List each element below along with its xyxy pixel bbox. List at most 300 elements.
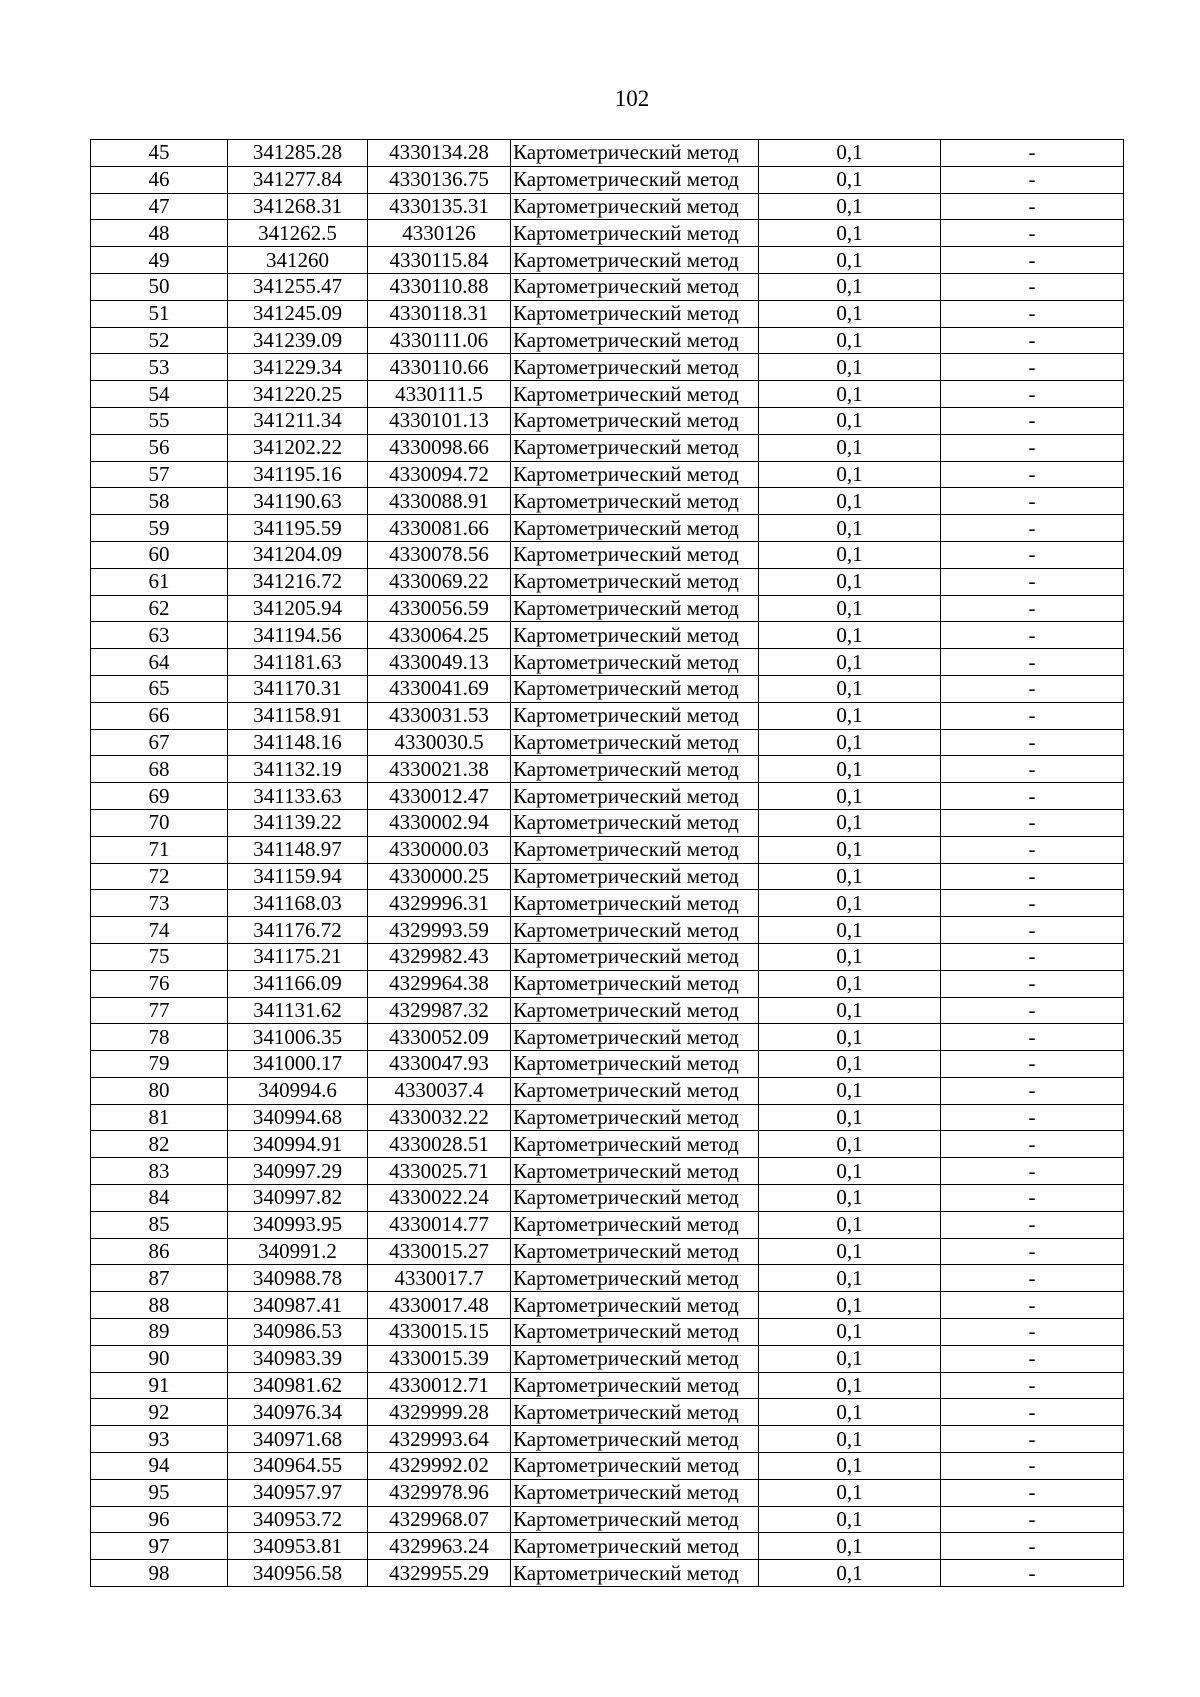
accuracy-cell: 0,1 [759,970,941,997]
x-coordinate-cell: 341158.91 [228,702,368,729]
note-cell: - [941,568,1124,595]
note-cell: - [941,1024,1124,1051]
y-coordinate-cell: 4330101.13 [368,407,511,434]
method-cell: Картометрический метод [511,1238,759,1265]
x-coordinate-cell: 340953.81 [228,1533,368,1560]
point-number-cell: 64 [91,649,228,676]
note-cell: - [941,1104,1124,1131]
y-coordinate-cell: 4329955.29 [368,1560,511,1587]
note-cell: - [941,890,1124,917]
table-row [91,461,1124,488]
point-number-cell: 84 [91,1185,228,1212]
coordinates-table-body [91,140,1124,1587]
method-cell: Картометрический метод [511,1533,759,1560]
table-row [91,568,1124,595]
point-number-cell: 45 [91,140,228,167]
table-row [91,1372,1124,1399]
method-cell: Картометрический метод [511,1265,759,1292]
table-row [91,943,1124,970]
method-cell: Картометрический метод [511,434,759,461]
x-coordinate-cell: 340997.82 [228,1185,368,1212]
table-row [91,327,1124,354]
accuracy-cell: 0,1 [759,917,941,944]
accuracy-cell: 0,1 [759,1319,941,1346]
x-coordinate-cell: 341195.59 [228,515,368,542]
point-number-cell: 54 [91,381,228,408]
note-cell: - [941,461,1124,488]
table-row [91,1211,1124,1238]
y-coordinate-cell: 4330012.47 [368,783,511,810]
y-coordinate-cell: 4330136.75 [368,166,511,193]
x-coordinate-cell: 341277.84 [228,166,368,193]
accuracy-cell: 0,1 [759,140,941,167]
accuracy-cell: 0,1 [759,1104,941,1131]
table-row [91,917,1124,944]
y-coordinate-cell: 4330031.53 [368,702,511,729]
point-number-cell: 55 [91,407,228,434]
x-coordinate-cell: 340991.2 [228,1238,368,1265]
point-number-cell: 94 [91,1453,228,1480]
x-coordinate-cell: 341159.94 [228,863,368,890]
method-cell: Картометрический метод [511,1024,759,1051]
point-number-cell: 63 [91,622,228,649]
method-cell: Картометрический метод [511,890,759,917]
note-cell: - [941,1533,1124,1560]
table-row [91,140,1124,167]
point-number-cell: 67 [91,729,228,756]
y-coordinate-cell: 4330030.5 [368,729,511,756]
table-row [91,407,1124,434]
x-coordinate-cell: 341239.09 [228,327,368,354]
note-cell: - [941,1506,1124,1533]
point-number-cell: 47 [91,193,228,220]
table-row [91,434,1124,461]
method-cell: Картометрический метод [511,1426,759,1453]
y-coordinate-cell: 4329982.43 [368,943,511,970]
point-number-cell: 73 [91,890,228,917]
note-cell: - [941,595,1124,622]
accuracy-cell: 0,1 [759,649,941,676]
accuracy-cell: 0,1 [759,809,941,836]
y-coordinate-cell: 4330052.09 [368,1024,511,1051]
accuracy-cell: 0,1 [759,1426,941,1453]
y-coordinate-cell: 4329987.32 [368,997,511,1024]
accuracy-cell: 0,1 [759,1399,941,1426]
page-number: 102 [614,86,650,111]
accuracy-cell: 0,1 [759,461,941,488]
y-coordinate-cell: 4329964.38 [368,970,511,997]
point-number-cell: 56 [91,434,228,461]
accuracy-cell: 0,1 [759,1024,941,1051]
method-cell: Картометрический метод [511,166,759,193]
table-row [91,1399,1124,1426]
note-cell: - [941,488,1124,515]
method-cell: Картометрический метод [511,407,759,434]
note-cell: - [941,997,1124,1024]
x-coordinate-cell: 341202.22 [228,434,368,461]
table-row [91,729,1124,756]
x-coordinate-cell: 341220.25 [228,381,368,408]
x-coordinate-cell: 340994.68 [228,1104,368,1131]
method-cell: Картометрический метод [511,783,759,810]
x-coordinate-cell: 341285.28 [228,140,368,167]
accuracy-cell: 0,1 [759,1453,941,1480]
table-row [91,809,1124,836]
method-cell: Картометрический метод [511,541,759,568]
point-number-cell: 95 [91,1479,228,1506]
method-cell: Картометрический метод [511,917,759,944]
note-cell: - [941,327,1124,354]
method-cell: Картометрический метод [511,1506,759,1533]
y-coordinate-cell: 4330088.91 [368,488,511,515]
x-coordinate-cell: 341181.63 [228,649,368,676]
accuracy-cell: 0,1 [759,1292,941,1319]
note-cell: - [941,1077,1124,1104]
note-cell: - [941,1131,1124,1158]
accuracy-cell: 0,1 [759,1506,941,1533]
x-coordinate-cell: 341132.19 [228,756,368,783]
point-number-cell: 78 [91,1024,228,1051]
table-row [91,1319,1124,1346]
x-coordinate-cell: 341000.17 [228,1051,368,1078]
y-coordinate-cell: 4330110.66 [368,354,511,381]
note-cell: - [941,1051,1124,1078]
x-coordinate-cell: 341006.35 [228,1024,368,1051]
table-row [91,220,1124,247]
point-number-cell: 70 [91,809,228,836]
table-row [91,1453,1124,1480]
table-row [91,595,1124,622]
method-cell: Картометрический метод [511,247,759,274]
point-number-cell: 90 [91,1345,228,1372]
table-row [91,1292,1124,1319]
method-cell: Картометрический метод [511,1479,759,1506]
y-coordinate-cell: 4330049.13 [368,649,511,676]
x-coordinate-cell: 340976.34 [228,1399,368,1426]
accuracy-cell: 0,1 [759,300,941,327]
method-cell: Картометрический метод [511,729,759,756]
table-row [91,1104,1124,1131]
y-coordinate-cell: 4330017.7 [368,1265,511,1292]
point-number-cell: 50 [91,273,228,300]
table-row [91,1051,1124,1078]
point-number-cell: 89 [91,1319,228,1346]
point-number-cell: 97 [91,1533,228,1560]
method-cell: Картометрический метод [511,1158,759,1185]
note-cell: - [941,863,1124,890]
point-number-cell: 62 [91,595,228,622]
x-coordinate-cell: 340987.41 [228,1292,368,1319]
accuracy-cell: 0,1 [759,1131,941,1158]
point-number-cell: 93 [91,1426,228,1453]
method-cell: Картометрический метод [511,943,759,970]
note-cell: - [941,1185,1124,1212]
y-coordinate-cell: 4329999.28 [368,1399,511,1426]
y-coordinate-cell: 4329963.24 [368,1533,511,1560]
y-coordinate-cell: 4330110.88 [368,273,511,300]
y-coordinate-cell: 4330032.22 [368,1104,511,1131]
method-cell: Картометрический метод [511,273,759,300]
table-row [91,488,1124,515]
note-cell: - [941,702,1124,729]
method-cell: Картометрический метод [511,193,759,220]
point-number-cell: 74 [91,917,228,944]
note-cell: - [941,1211,1124,1238]
accuracy-cell: 0,1 [759,1560,941,1587]
note-cell: - [941,166,1124,193]
note-cell: - [941,649,1124,676]
table-row [91,649,1124,676]
table-row [91,166,1124,193]
note-cell: - [941,354,1124,381]
method-cell: Картометрический метод [511,140,759,167]
accuracy-cell: 0,1 [759,1077,941,1104]
note-cell: - [941,970,1124,997]
method-cell: Картометрический метод [511,1560,759,1587]
table-row [91,193,1124,220]
method-cell: Картометрический метод [511,1051,759,1078]
point-number-cell: 52 [91,327,228,354]
table-row [91,354,1124,381]
y-coordinate-cell: 4330017.48 [368,1292,511,1319]
method-cell: Картометрический метод [511,300,759,327]
note-cell: - [941,273,1124,300]
y-coordinate-cell: 4330078.56 [368,541,511,568]
note-cell: - [941,515,1124,542]
point-number-cell: 48 [91,220,228,247]
x-coordinate-cell: 340981.62 [228,1372,368,1399]
method-cell: Картометрический метод [511,1453,759,1480]
method-cell: Картометрический метод [511,1211,759,1238]
y-coordinate-cell: 4329992.02 [368,1453,511,1480]
x-coordinate-cell: 341195.16 [228,461,368,488]
note-cell: - [941,541,1124,568]
x-coordinate-cell: 340956.58 [228,1560,368,1587]
y-coordinate-cell: 4330028.51 [368,1131,511,1158]
accuracy-cell: 0,1 [759,327,941,354]
note-cell: - [941,729,1124,756]
y-coordinate-cell: 4330037.4 [368,1077,511,1104]
point-number-cell: 65 [91,675,228,702]
y-coordinate-cell: 4330115.84 [368,247,511,274]
y-coordinate-cell: 4330000.03 [368,836,511,863]
accuracy-cell: 0,1 [759,1372,941,1399]
x-coordinate-cell: 340986.53 [228,1319,368,1346]
y-coordinate-cell: 4329968.07 [368,1506,511,1533]
y-coordinate-cell: 4330002.94 [368,809,511,836]
accuracy-cell: 0,1 [759,568,941,595]
method-cell: Картометрический метод [511,1319,759,1346]
note-cell: - [941,220,1124,247]
point-number-cell: 80 [91,1077,228,1104]
x-coordinate-cell: 341245.09 [228,300,368,327]
x-coordinate-cell: 341216.72 [228,568,368,595]
accuracy-cell: 0,1 [759,702,941,729]
x-coordinate-cell: 341168.03 [228,890,368,917]
note-cell: - [941,622,1124,649]
x-coordinate-cell: 341260 [228,247,368,274]
x-coordinate-cell: 341148.97 [228,836,368,863]
coordinates-table [90,139,1124,1587]
x-coordinate-cell: 341170.31 [228,675,368,702]
method-cell: Картометрический метод [511,702,759,729]
note-cell: - [941,1479,1124,1506]
accuracy-cell: 0,1 [759,407,941,434]
method-cell: Картометрический метод [511,863,759,890]
point-number-cell: 57 [91,461,228,488]
accuracy-cell: 0,1 [759,515,941,542]
point-number-cell: 96 [91,1506,228,1533]
note-cell: - [941,1560,1124,1587]
point-number-cell: 91 [91,1372,228,1399]
accuracy-cell: 0,1 [759,1158,941,1185]
y-coordinate-cell: 4329996.31 [368,890,511,917]
table-row [91,863,1124,890]
note-cell: - [941,300,1124,327]
accuracy-cell: 0,1 [759,1479,941,1506]
point-number-cell: 98 [91,1560,228,1587]
x-coordinate-cell: 341148.16 [228,729,368,756]
point-number-cell: 76 [91,970,228,997]
method-cell: Картометрический метод [511,488,759,515]
point-number-cell: 59 [91,515,228,542]
method-cell: Картометрический метод [511,1185,759,1212]
table-row [91,1238,1124,1265]
point-number-cell: 81 [91,1104,228,1131]
note-cell: - [941,836,1124,863]
accuracy-cell: 0,1 [759,1345,941,1372]
point-number-cell: 79 [91,1051,228,1078]
table-row [91,997,1124,1024]
note-cell: - [941,675,1124,702]
accuracy-cell: 0,1 [759,1265,941,1292]
method-cell: Картометрический метод [511,1292,759,1319]
point-number-cell: 66 [91,702,228,729]
accuracy-cell: 0,1 [759,595,941,622]
accuracy-cell: 0,1 [759,166,941,193]
x-coordinate-cell: 340957.97 [228,1479,368,1506]
note-cell: - [941,247,1124,274]
accuracy-cell: 0,1 [759,193,941,220]
y-coordinate-cell: 4330015.15 [368,1319,511,1346]
point-number-cell: 86 [91,1238,228,1265]
y-coordinate-cell: 4330098.66 [368,434,511,461]
x-coordinate-cell: 341268.31 [228,193,368,220]
method-cell: Картометрический метод [511,970,759,997]
note-cell: - [941,783,1124,810]
accuracy-cell: 0,1 [759,756,941,783]
note-cell: - [941,1238,1124,1265]
point-number-cell: 85 [91,1211,228,1238]
table-row [91,756,1124,783]
y-coordinate-cell: 4330056.59 [368,595,511,622]
accuracy-cell: 0,1 [759,836,941,863]
method-cell: Картометрический метод [511,568,759,595]
x-coordinate-cell: 341204.09 [228,541,368,568]
accuracy-cell: 0,1 [759,1533,941,1560]
note-cell: - [941,407,1124,434]
point-number-cell: 92 [91,1399,228,1426]
accuracy-cell: 0,1 [759,1051,941,1078]
table-row [91,1131,1124,1158]
y-coordinate-cell: 4330025.71 [368,1158,511,1185]
y-coordinate-cell: 4330012.71 [368,1372,511,1399]
x-coordinate-cell: 341139.22 [228,809,368,836]
x-coordinate-cell: 341131.62 [228,997,368,1024]
accuracy-cell: 0,1 [759,943,941,970]
y-coordinate-cell: 4330094.72 [368,461,511,488]
y-coordinate-cell: 4330022.24 [368,1185,511,1212]
y-coordinate-cell: 4330015.39 [368,1345,511,1372]
method-cell: Картометрический метод [511,1372,759,1399]
point-number-cell: 46 [91,166,228,193]
x-coordinate-cell: 341133.63 [228,783,368,810]
x-coordinate-cell: 340971.68 [228,1426,368,1453]
table-row [91,1506,1124,1533]
y-coordinate-cell: 4330126 [368,220,511,247]
method-cell: Картометрический метод [511,461,759,488]
table-row [91,1479,1124,1506]
method-cell: Картометрический метод [511,381,759,408]
x-coordinate-cell: 341211.34 [228,407,368,434]
point-number-cell: 77 [91,997,228,1024]
point-number-cell: 68 [91,756,228,783]
point-number-cell: 53 [91,354,228,381]
point-number-cell: 72 [91,863,228,890]
y-coordinate-cell: 4329978.96 [368,1479,511,1506]
note-cell: - [941,1319,1124,1346]
y-coordinate-cell: 4330015.27 [368,1238,511,1265]
table-row [91,970,1124,997]
method-cell: Картометрический метод [511,1345,759,1372]
accuracy-cell: 0,1 [759,890,941,917]
x-coordinate-cell: 341262.5 [228,220,368,247]
method-cell: Картометрический метод [511,327,759,354]
note-cell: - [941,809,1124,836]
method-cell: Картометрический метод [511,649,759,676]
method-cell: Картометрический метод [511,220,759,247]
y-coordinate-cell: 4330135.31 [368,193,511,220]
y-coordinate-cell: 4330111.5 [368,381,511,408]
accuracy-cell: 0,1 [759,997,941,1024]
y-coordinate-cell: 4330021.38 [368,756,511,783]
method-cell: Картометрический метод [511,622,759,649]
note-cell: - [941,1265,1124,1292]
table-row [91,1158,1124,1185]
note-cell: - [941,1372,1124,1399]
table-row [91,541,1124,568]
note-cell: - [941,1345,1124,1372]
accuracy-cell: 0,1 [759,541,941,568]
y-coordinate-cell: 4330064.25 [368,622,511,649]
point-number-cell: 75 [91,943,228,970]
note-cell: - [941,1292,1124,1319]
table-row [91,1345,1124,1372]
method-cell: Картометрический метод [511,809,759,836]
table-row [91,381,1124,408]
table-row [91,783,1124,810]
method-cell: Картометрический метод [511,354,759,381]
method-cell: Картометрический метод [511,1104,759,1131]
method-cell: Картометрический метод [511,836,759,863]
point-number-cell: 82 [91,1131,228,1158]
note-cell: - [941,1426,1124,1453]
method-cell: Картометрический метод [511,756,759,783]
y-coordinate-cell: 4330014.77 [368,1211,511,1238]
x-coordinate-cell: 341255.47 [228,273,368,300]
note-cell: - [941,140,1124,167]
point-number-cell: 61 [91,568,228,595]
